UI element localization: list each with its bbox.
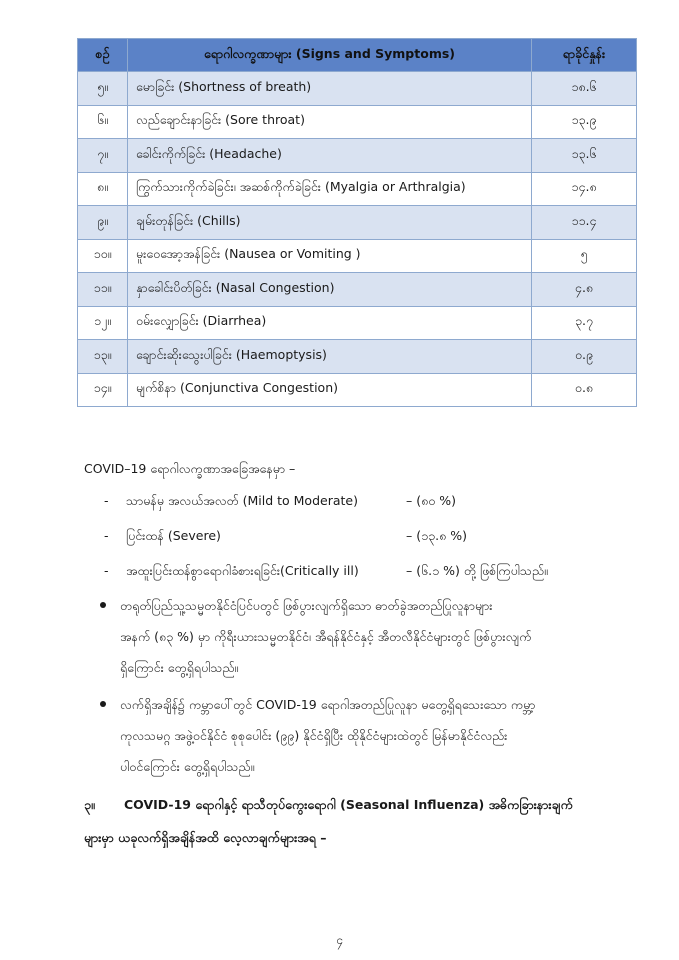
- header-no: စဉ်: [78, 39, 128, 72]
- paragraph-line: တရုတ်ပြည်သူ့သမ္မတနိုင်ငံပြင်ပတွင် ဖြစ်ပွားလျက်ရှိသော ဓာတ်ခွဲအတည်ပြုလူနာများ: [120, 598, 493, 613]
- severity-label: အထူးပြင်းထန်စွာရောဂါခံစားရခြင်း(Critically ill): [126, 563, 359, 578]
- paragraph-line: ပါဝင်ကြောင်း တွေ့ရှိရပါသည်။: [120, 759, 255, 774]
- row-percent: ၁၁.၄: [532, 206, 637, 240]
- severity-value: – (၆.၁ %) တို့ ဖြစ်ကြပါသည်။: [406, 563, 548, 578]
- table-row: [78, 206, 637, 240]
- paragraph-line: အနက် (၈၃ %) မှာ ကိုရီးယားသမ္မတနိုင်ငံ၊ အီရန်နိုင်ငံနှင့် အီတလီနိုင်ငံများတွင် ဖြစ်ပွားလျက်: [120, 629, 532, 644]
- section-line: COVID-19 ရောဂါနှင့် ရာသီတုပ်ကွေးရောဂါ (Seasonal Influenza) အဓိကခြားနားချက်: [124, 797, 573, 812]
- row-symptom: မူးဝေအော့အန်ခြင်း (Nausea or Vomiting ): [128, 239, 532, 273]
- bullet-dot: [100, 602, 106, 608]
- row-symptom: မျက်စိနာ (Conjunctiva Congestion): [128, 373, 532, 407]
- row-no: ၆။: [78, 105, 128, 139]
- bullet-paragraph: [100, 697, 640, 792]
- row-percent: ၀.၉: [532, 340, 637, 374]
- table-row: [78, 373, 637, 407]
- table-row: [78, 306, 637, 340]
- severity-heading: COVID–19 ရောဂါလက္ခဏာအခြေအနေမှာ –: [84, 461, 296, 476]
- row-percent: ၅: [532, 239, 637, 273]
- section-heading: [84, 797, 573, 816]
- row-symptom: မောခြင်း (Shortness of breath): [128, 72, 532, 106]
- paragraph-line: ရှိကြောင်း တွေ့ရှိရပါသည်။: [120, 660, 239, 675]
- row-percent: ၀.၈: [532, 373, 637, 407]
- table-header-row: [78, 39, 637, 72]
- row-percent: ၁၃.၆: [532, 139, 637, 173]
- row-symptom: ချောင်းဆိုးသွေးပါခြင်း (Haemoptysis): [128, 340, 532, 374]
- row-symptom: ချမ်းတုန်ခြင်း (Chills): [128, 206, 532, 240]
- severity-value: – (၈၀ %): [406, 493, 456, 508]
- row-symptom: ကြွက်သားကိုက်ခဲခြင်း၊ အဆစ်ကိုက်ခဲခြင်း (Myalgia or Arthralgia): [128, 172, 532, 206]
- severity-value: – (၁၃.၈ %): [406, 528, 468, 543]
- row-no: ၁၄။: [78, 373, 128, 407]
- row-percent: ၁၈.၆: [532, 72, 637, 106]
- row-symptom: နှာခေါင်းပိတ်ခြင်း (Nasal Congestion): [128, 273, 532, 307]
- table-row: [78, 340, 637, 374]
- table-row: [78, 139, 637, 173]
- section-number: ၃။: [84, 797, 95, 812]
- row-symptom: လည်ချောင်းနာခြင်း (Sore throat): [128, 105, 532, 139]
- dash-marker: -: [104, 563, 109, 578]
- severity-label: ပြင်းထန် (Severe): [126, 528, 221, 543]
- dash-marker: -: [104, 528, 109, 543]
- row-no: ၅။: [78, 72, 128, 106]
- severity-label: သာမန်မှ အလယ်အလတ် (Mild to Moderate): [126, 493, 358, 508]
- row-percent: ၃.၇: [532, 306, 637, 340]
- row-no: ၁၂။: [78, 306, 128, 340]
- row-no: ၈။: [78, 172, 128, 206]
- table-row: [78, 239, 637, 273]
- bullet-paragraph: [100, 598, 640, 693]
- dash-marker: -: [104, 493, 109, 508]
- paragraph-line: ကုလသမဂ္ဂ အဖွဲ့ဝင်နိုင်ငံ စုစုပေါင်း (၉၉) နိုင်ငံရှိပြီး ထိုနိုင်ငံများထဲတွင် မြန်မာနိုင်ငံလည်း: [120, 728, 508, 743]
- header-symptom: ရောဂါလက္ခဏာများ (Signs and Symptoms): [128, 39, 532, 72]
- row-percent: ၁၄.၈: [532, 172, 637, 206]
- bullet-dot: [100, 701, 106, 707]
- section-line: များမှာ ယခုလက်ရှိအချိန်အထိ လေ့လာချက်များအရ –: [84, 830, 327, 845]
- row-no: ၇။: [78, 139, 128, 173]
- table-row: [78, 172, 637, 206]
- page-number: ၄: [336, 933, 343, 947]
- table-row: [78, 273, 637, 307]
- header-percent: ရာခိုင်နှုန်း: [532, 39, 637, 72]
- paragraph-line: လက်ရှိအချိန်၌ ကမ္ဘာပေါ်တွင် COVID-19 ရောဂါအတည်ပြုလူနာ မတွေ့ရှိရသေးသော ကမ္ဘာ့: [120, 697, 536, 712]
- symptoms-table: [77, 38, 637, 407]
- row-no: ၁၁။: [78, 273, 128, 307]
- row-no: ၁၃။: [78, 340, 128, 374]
- row-no: ၉။: [78, 206, 128, 240]
- row-no: ၁၀။: [78, 239, 128, 273]
- row-percent: ၁၃.၉: [532, 105, 637, 139]
- table-row: [78, 105, 637, 139]
- row-percent: ၄.၈: [532, 273, 637, 307]
- row-symptom: ခေါင်းကိုက်ခြင်း (Headache): [128, 139, 532, 173]
- table-row: [78, 72, 637, 106]
- row-symptom: ဝမ်းလျှောခြင်း (Diarrhea): [128, 306, 532, 340]
